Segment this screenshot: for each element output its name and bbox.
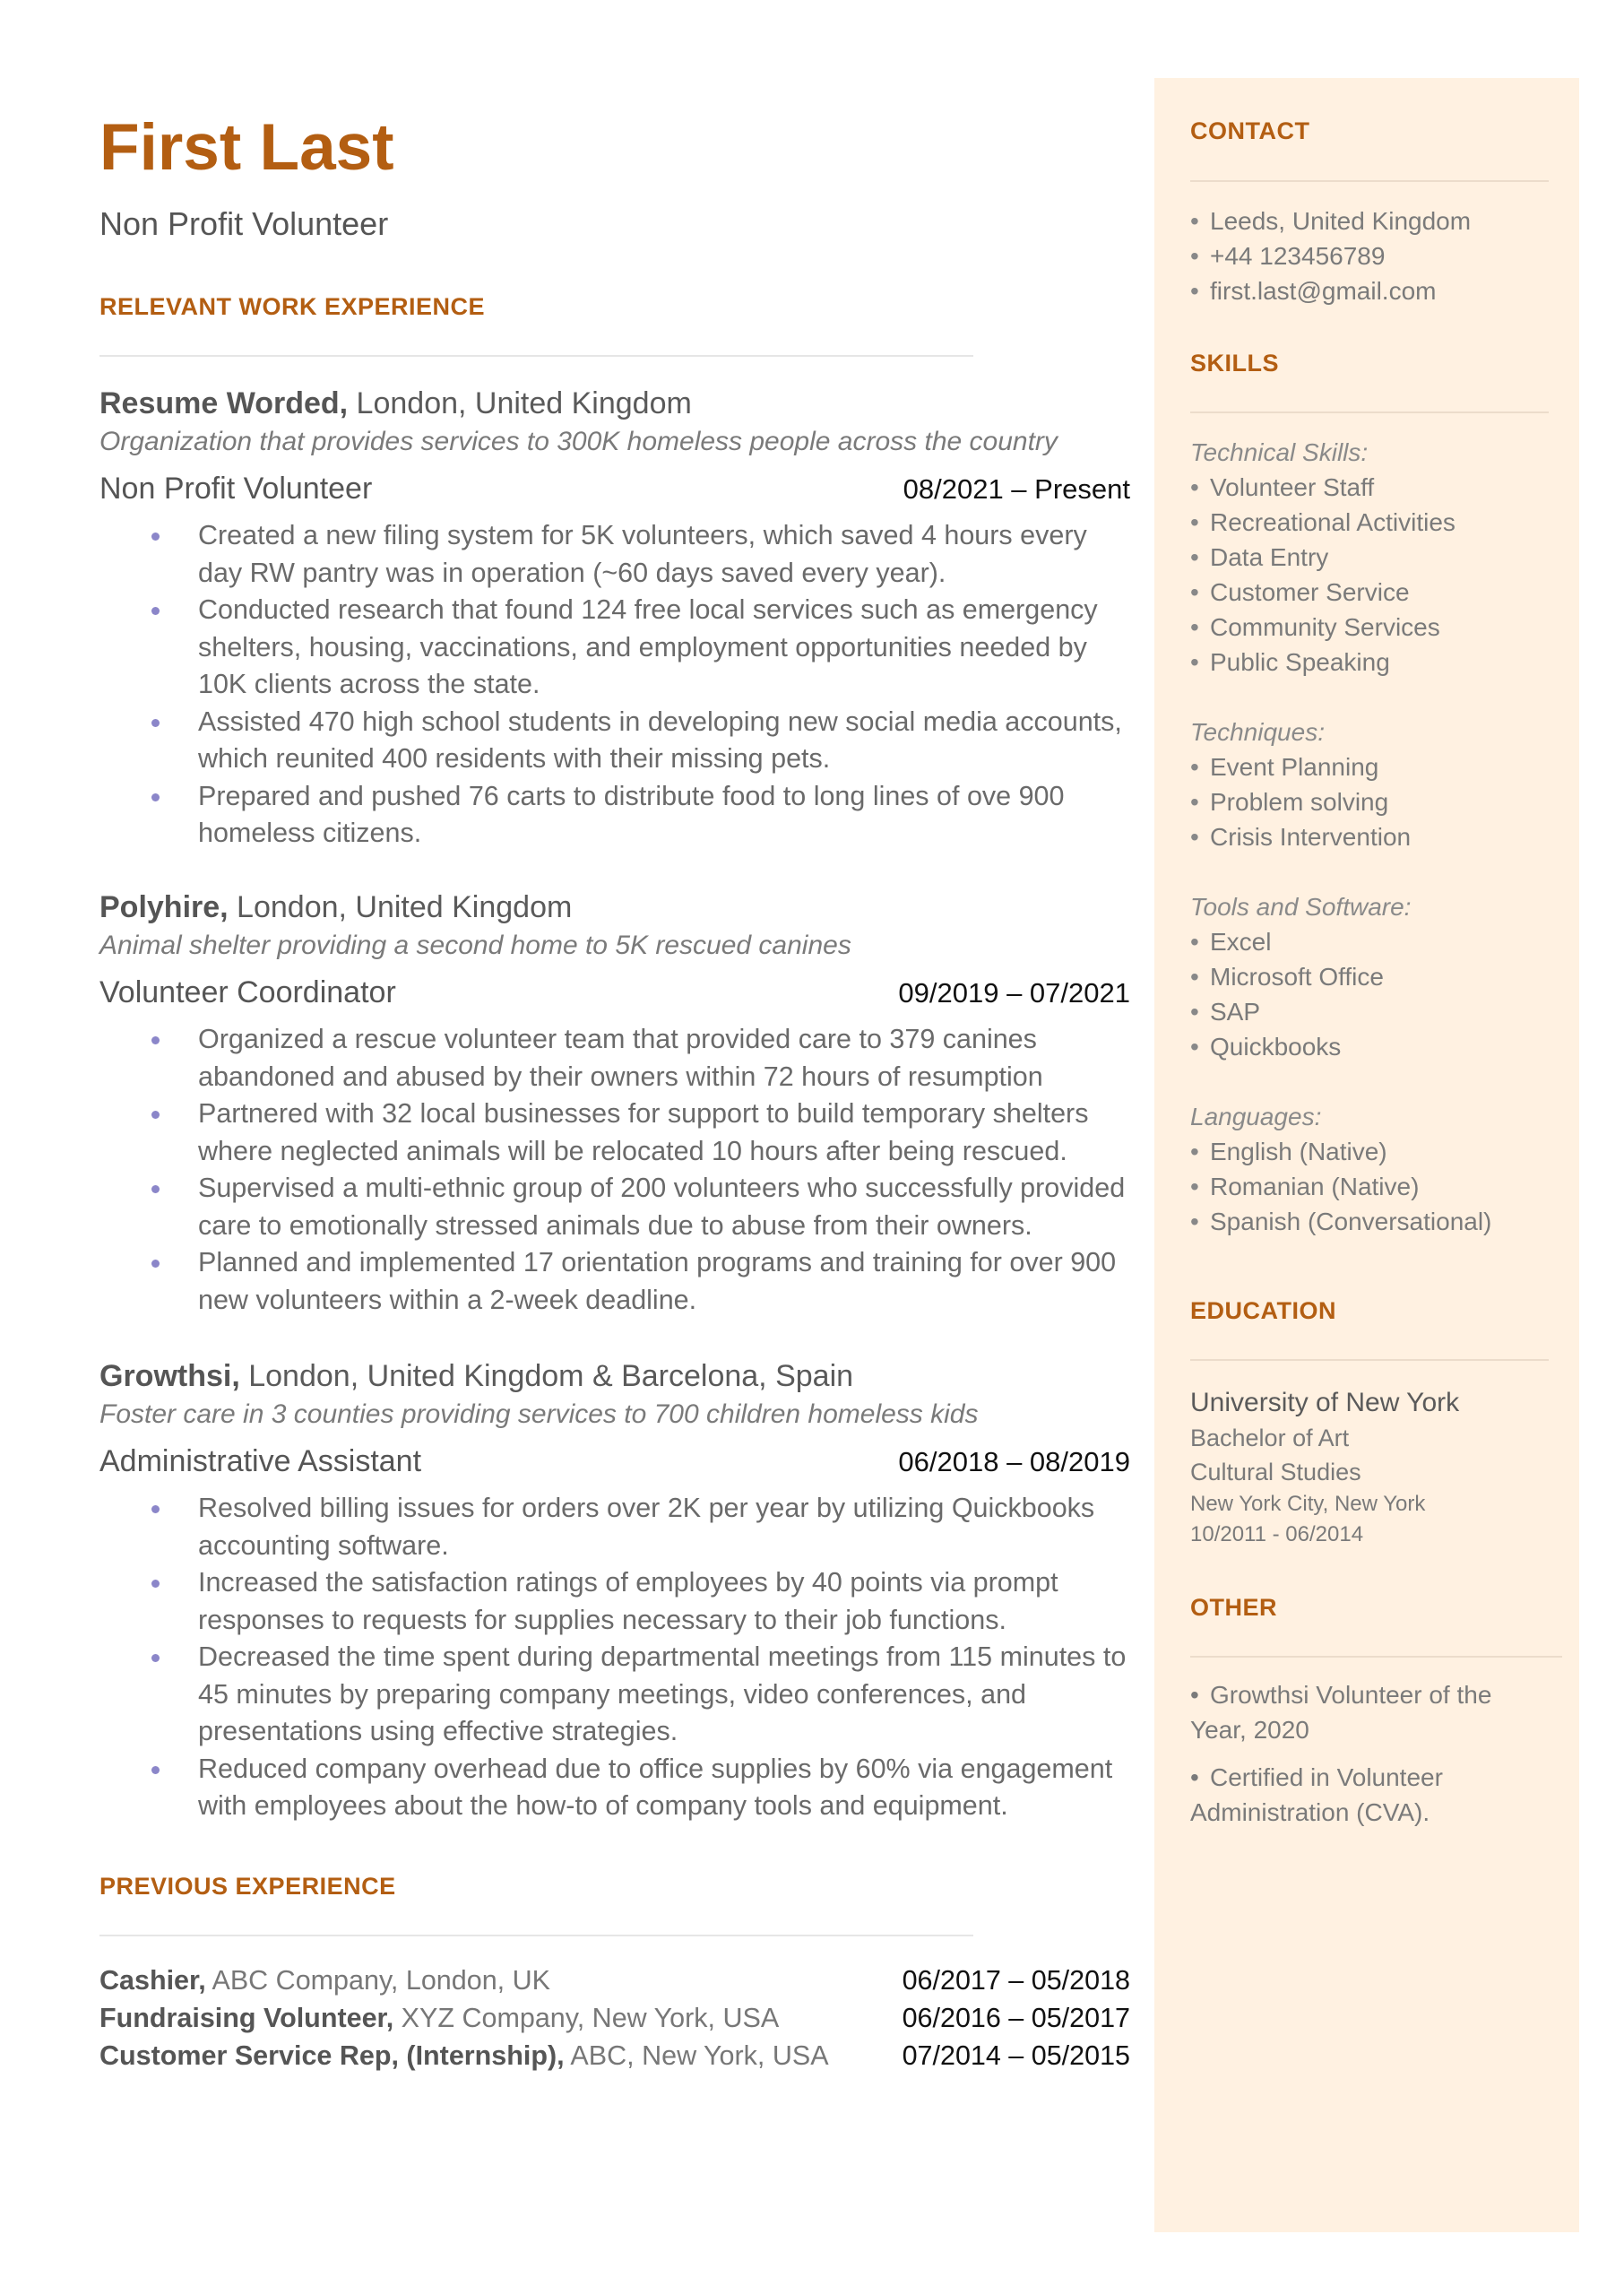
- achievement-item: Conducted research that found 124 free local services such as emergency shelters, housing, vaccinations, and employment opportunities needed by 10K clients across the state.: [99, 592, 1130, 704]
- skill-item: • Microsoft Office: [1190, 963, 1384, 991]
- achievement-list: [99, 517, 1130, 853]
- other-item: • Certified in Volunteer Administration (CVA).: [1190, 1763, 1443, 1826]
- previous-dates: 07/2014 – 05/2015: [902, 2040, 1130, 2071]
- skill-group-label: Tools and Software:: [1190, 893, 1412, 921]
- previous-experience-list: [99, 1962, 1130, 2074]
- job-dates: 08/2021 – Present: [903, 473, 1130, 505]
- achievement-list: [99, 1490, 1130, 1825]
- skill-item: • Public Speaking: [1190, 648, 1390, 676]
- job-dates: 09/2019 – 07/2021: [898, 977, 1130, 1009]
- company-line: [99, 888, 1130, 927]
- skill-item: • Customer Service: [1190, 578, 1410, 606]
- previous-org: ABC Company, London, UK: [205, 1965, 550, 1996]
- skill-item: • Problem solving: [1190, 788, 1389, 816]
- contact-email: • first.last@gmail.com: [1190, 277, 1437, 305]
- achievement-item: Decreased the time spent during departmental meetings from 115 minutes to 45 minutes by preparing company meetings, video conferences, and presentations using effective strategies.: [99, 1639, 1130, 1751]
- skill-item: • Recreational Activities: [1190, 508, 1456, 536]
- job-dates: 06/2018 – 08/2019: [898, 1446, 1130, 1477]
- field-of-study: Cultural Studies: [1190, 1459, 1361, 1485]
- achievement-item: Prepared and pushed 76 carts to distribute food to long lines of ove 900 homeless citizens.: [99, 778, 1130, 853]
- education-entry: [1190, 1385, 1567, 1550]
- achievement-item: Partnered with 32 local businesses for support to build temporary shelters where neglected animals will be relocated 10 hours after being rescued.: [99, 1096, 1130, 1170]
- previous-org: XYZ Company, New York, USA: [393, 2003, 780, 2033]
- achievement-item: Assisted 470 high school students in developing new social media accounts, which reunited 400 residents with their missing pets.: [99, 704, 1130, 778]
- spacer: [1190, 1064, 1567, 1099]
- skills-heading: SKILLS: [1190, 350, 1280, 377]
- achievement-item: Organized a rescue volunteer team that provided care to 379 canines abandoned and abused by their owners within 72 hours of resumption: [99, 1021, 1130, 1096]
- job-title: Administrative Assistant: [99, 1444, 422, 1478]
- contact-phone: • +44 123456789: [1190, 242, 1386, 270]
- other-heading: OTHER: [1190, 1594, 1277, 1621]
- skill-item: • Data Entry: [1190, 543, 1329, 571]
- company-description: Foster care in 3 counties providing services to 700 children homeless kids: [99, 1399, 979, 1429]
- job-entry: [99, 888, 1130, 1319]
- skill-item: • SAP: [1190, 998, 1261, 1026]
- previous-role: Cashier,: [99, 1965, 206, 1996]
- previous-role-row: [99, 1999, 1130, 2037]
- achievement-item: Reduced company overhead due to office supplies by 60% via engagement with employees about the how-to of company tools and equipment.: [99, 1751, 1130, 1825]
- skill-group-label: Technical Skills:: [1190, 438, 1369, 466]
- previous-dates: 06/2017 – 05/2018: [902, 1965, 1130, 1996]
- previous-role-row: [99, 1962, 1130, 1999]
- contact-location: • Leeds, United Kingdom: [1190, 207, 1472, 235]
- education-heading: EDUCATION: [1190, 1297, 1336, 1324]
- role-line: [99, 972, 1130, 1014]
- education-dates: 10/2011 - 06/2014: [1190, 1522, 1364, 1546]
- work-experience-heading: RELEVANT WORK EXPERIENCE: [99, 293, 486, 320]
- skill-item: • Excel: [1190, 928, 1272, 956]
- other-divider: [1190, 1656, 1562, 1658]
- work-experience-divider: [99, 355, 973, 357]
- achievement-list: [99, 1021, 1130, 1319]
- spacer: [1190, 680, 1567, 714]
- skill-item: • Crisis Intervention: [1190, 823, 1412, 851]
- achievement-item: Resolved billing issues for orders over 2K per year by utilizing Quickbooks accounting software.: [99, 1490, 1130, 1564]
- previous-org: ABC, New York, USA: [564, 2040, 829, 2071]
- skill-item: • Spanish (Conversational): [1190, 1208, 1492, 1235]
- job-title: Non Profit Volunteer: [99, 472, 373, 506]
- skills-divider: [1190, 411, 1549, 413]
- school-name: University of New York: [1190, 1388, 1460, 1417]
- skill-item: • Romanian (Native): [1190, 1173, 1420, 1200]
- skill-item: • English (Native): [1190, 1138, 1387, 1165]
- skill-item: • Quickbooks: [1190, 1033, 1342, 1061]
- sidebar: [1154, 78, 1579, 2232]
- skill-item: • Event Planning: [1190, 753, 1379, 781]
- contact-heading: CONTACT: [1190, 117, 1310, 144]
- company-line: [99, 384, 1130, 423]
- other-item: • Growthsi Volunteer of the Year, 2020: [1190, 1681, 1492, 1744]
- skill-item: • Community Services: [1190, 613, 1440, 641]
- candidate-role: Non Profit Volunteer: [99, 205, 389, 242]
- previous-experience-divider: [99, 1935, 973, 1936]
- job-entry: [99, 384, 1130, 853]
- role-line: [99, 1441, 1130, 1483]
- company-location: London, United Kingdom: [348, 386, 692, 420]
- achievement-item: Created a new filing system for 5K volunteers, which saved 4 hours every day RW pantry was in operation (~60 days saved every year).: [99, 517, 1130, 592]
- education-divider: [1190, 1359, 1549, 1361]
- achievement-item: Supervised a multi-ethnic group of 200 volunteers who successfully provided care to emotionally stressed animals due to abuse from their owners.: [99, 1170, 1130, 1244]
- company-description: Animal shelter providing a second home to 5K rescued canines: [99, 931, 851, 960]
- company-name: Growthsi,: [99, 1359, 240, 1393]
- skill-item: • Volunteer Staff: [1190, 473, 1375, 501]
- company-location: London, United Kingdom: [228, 890, 573, 924]
- contact-divider: [1190, 180, 1549, 182]
- role-line: [99, 468, 1130, 510]
- skill-group-label: Techniques:: [1190, 718, 1325, 746]
- skill-group-label: Languages:: [1190, 1103, 1322, 1130]
- job-entry: [99, 1356, 1130, 1825]
- skills-list: [1190, 435, 1567, 1239]
- company-line: [99, 1356, 1130, 1396]
- contact-list: [1190, 204, 1567, 308]
- company-name: Polyhire,: [99, 890, 229, 924]
- achievement-item: Planned and implemented 17 orientation programs and training for over 900 new volunteers within a 2-week deadline.: [99, 1244, 1130, 1319]
- other-list: [1190, 1677, 1531, 1842]
- previous-role: Customer Service Rep, (Internship),: [99, 2040, 565, 2071]
- company-name: Resume Worded,: [99, 386, 349, 420]
- job-title: Volunteer Coordinator: [99, 975, 396, 1009]
- candidate-name: First Last: [99, 111, 394, 184]
- spacer: [1190, 854, 1567, 889]
- previous-dates: 06/2016 – 05/2017: [902, 2003, 1130, 2033]
- company-location: London, United Kingdom & Barcelona, Spain: [239, 1359, 854, 1393]
- company-description: Organization that provides services to 300K homeless people across the country: [99, 427, 1058, 456]
- previous-role: Fundraising Volunteer,: [99, 2003, 394, 2033]
- degree: Bachelor of Art: [1190, 1425, 1350, 1451]
- school-location: New York City, New York: [1190, 1492, 1426, 1516]
- previous-experience-heading: PREVIOUS EXPERIENCE: [99, 1873, 396, 1900]
- achievement-item: Increased the satisfaction ratings of employees by 40 points via prompt responses to requests for supplies necessary to their job functions.: [99, 1564, 1130, 1639]
- previous-role-row: [99, 2037, 1130, 2074]
